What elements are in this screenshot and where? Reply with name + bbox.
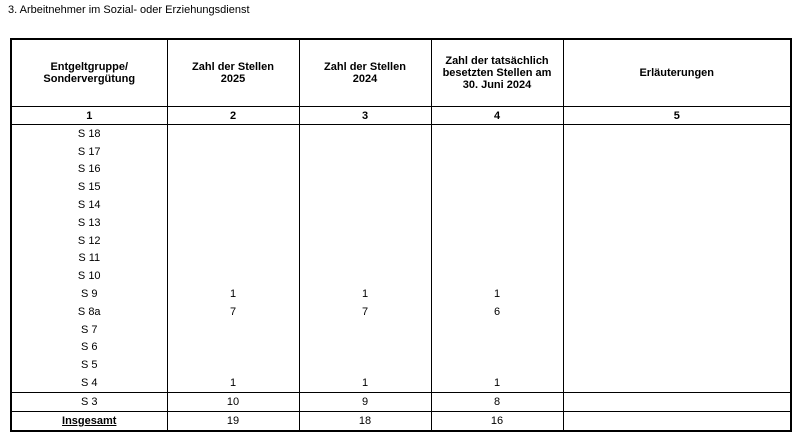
table-body — [12, 125, 790, 431]
column-number: 4 — [431, 107, 563, 125]
cell-stellen-2025 — [167, 356, 299, 374]
cell-stellen-2025: 1 — [167, 374, 299, 392]
cell-erlaeuterungen — [563, 267, 790, 285]
cell-stellen-2025 — [167, 232, 299, 250]
cell-besetzt — [431, 267, 563, 285]
table-row — [12, 214, 790, 232]
total-label: Insgesamt — [62, 414, 117, 427]
table-row — [12, 267, 790, 285]
cell-stellen-2024 — [299, 267, 431, 285]
cell-entgeltgruppe: S 12 — [12, 232, 167, 250]
cell-erlaeuterungen — [563, 196, 790, 214]
cell-stellen-2025 — [167, 267, 299, 285]
cell-besetzt: 1 — [431, 374, 563, 392]
total-label-cell — [12, 411, 167, 431]
header-erlaeuterungen-line: Erläuterungen — [639, 67, 715, 79]
table-row — [12, 125, 790, 143]
cell-erlaeuterungen — [563, 339, 790, 357]
cell-stellen-2025: 10 — [167, 392, 299, 411]
cell-stellen-2025 — [167, 196, 299, 214]
cell-entgeltgruppe: S 14 — [12, 196, 167, 214]
cell-besetzt — [431, 143, 563, 161]
cell-entgeltgruppe: S 17 — [12, 143, 167, 161]
cell-erlaeuterungen — [563, 232, 790, 250]
cell-besetzt — [431, 161, 563, 179]
cell-stellen-2025 — [167, 143, 299, 161]
cell-stellen-2024 — [299, 232, 431, 250]
cell-erlaeuterungen — [563, 374, 790, 392]
header-stellen-2025-line: 2025 — [220, 73, 246, 85]
header-entgeltgruppe — [12, 40, 167, 107]
header-stellen-2024-line: Zahl der Stellen — [324, 61, 406, 73]
table-row — [12, 356, 790, 374]
cell-entgeltgruppe: S 15 — [12, 178, 167, 196]
table-row — [12, 339, 790, 357]
cell-stellen-2024 — [299, 161, 431, 179]
cell-entgeltgruppe: S 5 — [12, 356, 167, 374]
cell-entgeltgruppe: S 16 — [12, 161, 167, 179]
cell-stellen-2024: 9 — [299, 392, 431, 411]
cell-besetzt — [431, 125, 563, 143]
cell-besetzt — [431, 196, 563, 214]
cell-erlaeuterungen — [563, 285, 790, 303]
table-row — [12, 250, 790, 268]
cell-stellen-2025 — [167, 321, 299, 339]
header-besetzt-line: 30. Juni 2024 — [462, 79, 532, 91]
cell-besetzt — [431, 178, 563, 196]
cell-erlaeuterungen — [563, 161, 790, 179]
column-number: 3 — [299, 107, 431, 125]
cell-entgeltgruppe: S 11 — [12, 250, 167, 268]
cell-stellen-2025: 1 — [167, 285, 299, 303]
header-stellen-2025 — [167, 40, 299, 107]
cell-stellen-2024 — [299, 214, 431, 232]
cell-erlaeuterungen — [563, 250, 790, 268]
cell-entgeltgruppe: S 8a — [12, 303, 167, 321]
total-stellen-2024-cell: 18 — [299, 411, 431, 431]
column-number: 1 — [12, 107, 167, 125]
header-entgeltgruppe-line: Sondervergütung — [43, 73, 136, 85]
cell-erlaeuterungen — [563, 125, 790, 143]
cell-erlaeuterungen — [563, 143, 790, 161]
header-stellen-2024-line: 2024 — [352, 73, 378, 85]
cell-stellen-2025: 7 — [167, 303, 299, 321]
table-row — [12, 178, 790, 196]
table-row — [12, 285, 790, 303]
cell-besetzt — [431, 250, 563, 268]
total-besetzt-cell: 16 — [431, 411, 563, 431]
table-row — [12, 321, 790, 339]
cell-besetzt — [431, 214, 563, 232]
cell-entgeltgruppe: S 7 — [12, 321, 167, 339]
table-row — [12, 374, 790, 392]
cell-besetzt — [431, 356, 563, 374]
header-stellen-2024 — [299, 40, 431, 107]
cell-entgeltgruppe: S 18 — [12, 125, 167, 143]
cell-stellen-2025 — [167, 339, 299, 357]
cell-erlaeuterungen — [563, 303, 790, 321]
header-besetzt-line: besetzten Stellen am — [442, 67, 552, 79]
cell-stellen-2024 — [299, 196, 431, 214]
table-row — [12, 161, 790, 179]
total-row — [12, 411, 790, 431]
positions-table — [12, 40, 790, 432]
cell-erlaeuterungen — [563, 214, 790, 232]
total-erlaeuterungen-cell — [563, 411, 790, 431]
section-title: 3. Arbeitnehmer im Sozial- oder Erziehungsdienst — [8, 4, 250, 16]
cell-stellen-2024 — [299, 250, 431, 268]
cell-stellen-2025 — [167, 125, 299, 143]
column-number: 2 — [167, 107, 299, 125]
cell-stellen-2024: 1 — [299, 374, 431, 392]
column-number-row — [12, 107, 790, 125]
header-besetzt — [431, 40, 563, 107]
cell-stellen-2024 — [299, 143, 431, 161]
cell-besetzt — [431, 339, 563, 357]
header-erlaeuterungen — [563, 40, 790, 107]
cell-besetzt — [431, 232, 563, 250]
cell-besetzt: 1 — [431, 285, 563, 303]
cell-stellen-2024 — [299, 321, 431, 339]
total-stellen-2025-cell: 19 — [167, 411, 299, 431]
cell-stellen-2025 — [167, 178, 299, 196]
header-besetzt-line: Zahl der tatsächlich — [445, 55, 549, 67]
cell-stellen-2024: 7 — [299, 303, 431, 321]
cell-erlaeuterungen — [563, 178, 790, 196]
cell-stellen-2024 — [299, 178, 431, 196]
cell-entgeltgruppe: S 3 — [12, 392, 167, 411]
cell-entgeltgruppe: S 9 — [12, 285, 167, 303]
table-row — [12, 143, 790, 161]
positions-table-wrapper — [10, 38, 792, 432]
cell-stellen-2024 — [299, 339, 431, 357]
cell-stellen-2025 — [167, 161, 299, 179]
cell-stellen-2024 — [299, 125, 431, 143]
table-row — [12, 303, 790, 321]
table-header-row — [12, 40, 790, 107]
table-row — [12, 392, 790, 411]
header-stellen-2025-line: Zahl der Stellen — [192, 61, 274, 73]
cell-besetzt: 8 — [431, 392, 563, 411]
cell-erlaeuterungen — [563, 392, 790, 411]
cell-stellen-2024 — [299, 356, 431, 374]
cell-erlaeuterungen — [563, 356, 790, 374]
cell-stellen-2024: 1 — [299, 285, 431, 303]
cell-erlaeuterungen — [563, 321, 790, 339]
table-row — [12, 196, 790, 214]
cell-entgeltgruppe: S 4 — [12, 374, 167, 392]
cell-besetzt: 6 — [431, 303, 563, 321]
cell-stellen-2025 — [167, 214, 299, 232]
cell-entgeltgruppe: S 13 — [12, 214, 167, 232]
header-entgeltgruppe-line: Entgeltgruppe/ — [50, 61, 129, 73]
column-number: 5 — [563, 107, 790, 125]
cell-stellen-2025 — [167, 250, 299, 268]
cell-besetzt — [431, 321, 563, 339]
table-row — [12, 232, 790, 250]
cell-entgeltgruppe: S 10 — [12, 267, 167, 285]
cell-entgeltgruppe: S 6 — [12, 339, 167, 357]
